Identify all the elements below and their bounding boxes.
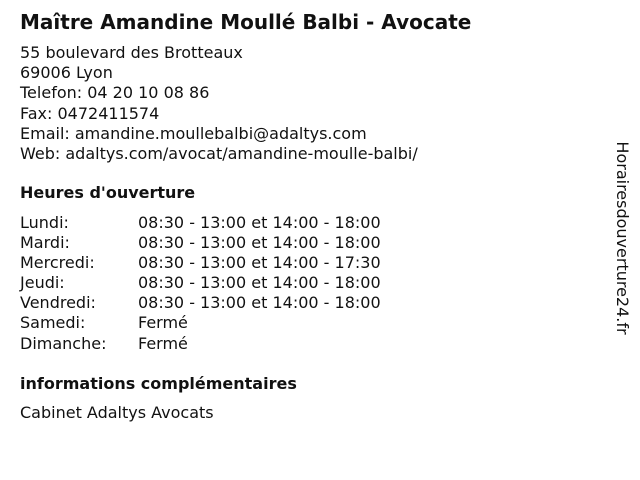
additional-info-text: Cabinet Adaltys Avocats [20,403,214,422]
day-label: Jeudi: [20,273,65,293]
page-title: Maître Amandine Moullé Balbi - Avocate [20,10,472,34]
hours-value: Fermé [138,333,188,353]
day-label: Samedi: [20,313,86,333]
hours-value: 08:30 - 13:00 et 14:00 - 18:00 [138,293,381,313]
additional-info-heading: informations complémentaires [20,374,297,393]
day-label: Dimanche: [20,333,107,353]
day-label: Mercredi: [20,253,95,273]
site-watermark: Horairesdouverture24.fr [613,141,632,335]
website-link: Web: adaltys.com/avocat/amandine-moulle-balbi/ [20,144,418,164]
hours-value: 08:30 - 13:00 et 14:00 - 18:00 [138,213,381,232]
address-city: 69006 Lyon [20,63,113,83]
hours-value: 08:30 - 13:00 et 14:00 - 18:00 [138,273,381,293]
day-label: Mardi: [20,233,70,253]
hours-value: 08:30 - 13:00 et 14:00 - 17:30 [138,253,381,273]
fax-number: Fax: 0472411574 [20,103,160,123]
email-address: Email: amandine.moullebalbi@adaltys.com [20,123,367,143]
hours-value: Fermé [138,313,188,333]
day-label: Vendredi: [20,293,96,313]
hours-value: 08:30 - 13:00 et 14:00 - 18:00 [138,233,381,253]
address-street: 55 boulevard des Brotteaux [20,43,243,62]
phone-number: Telefon: 04 20 10 08 86 [20,83,210,103]
contact-block [20,43,418,164]
day-label: Lundi: [20,213,69,232]
opening-hours-heading: Heures d'ouverture [20,183,196,202]
